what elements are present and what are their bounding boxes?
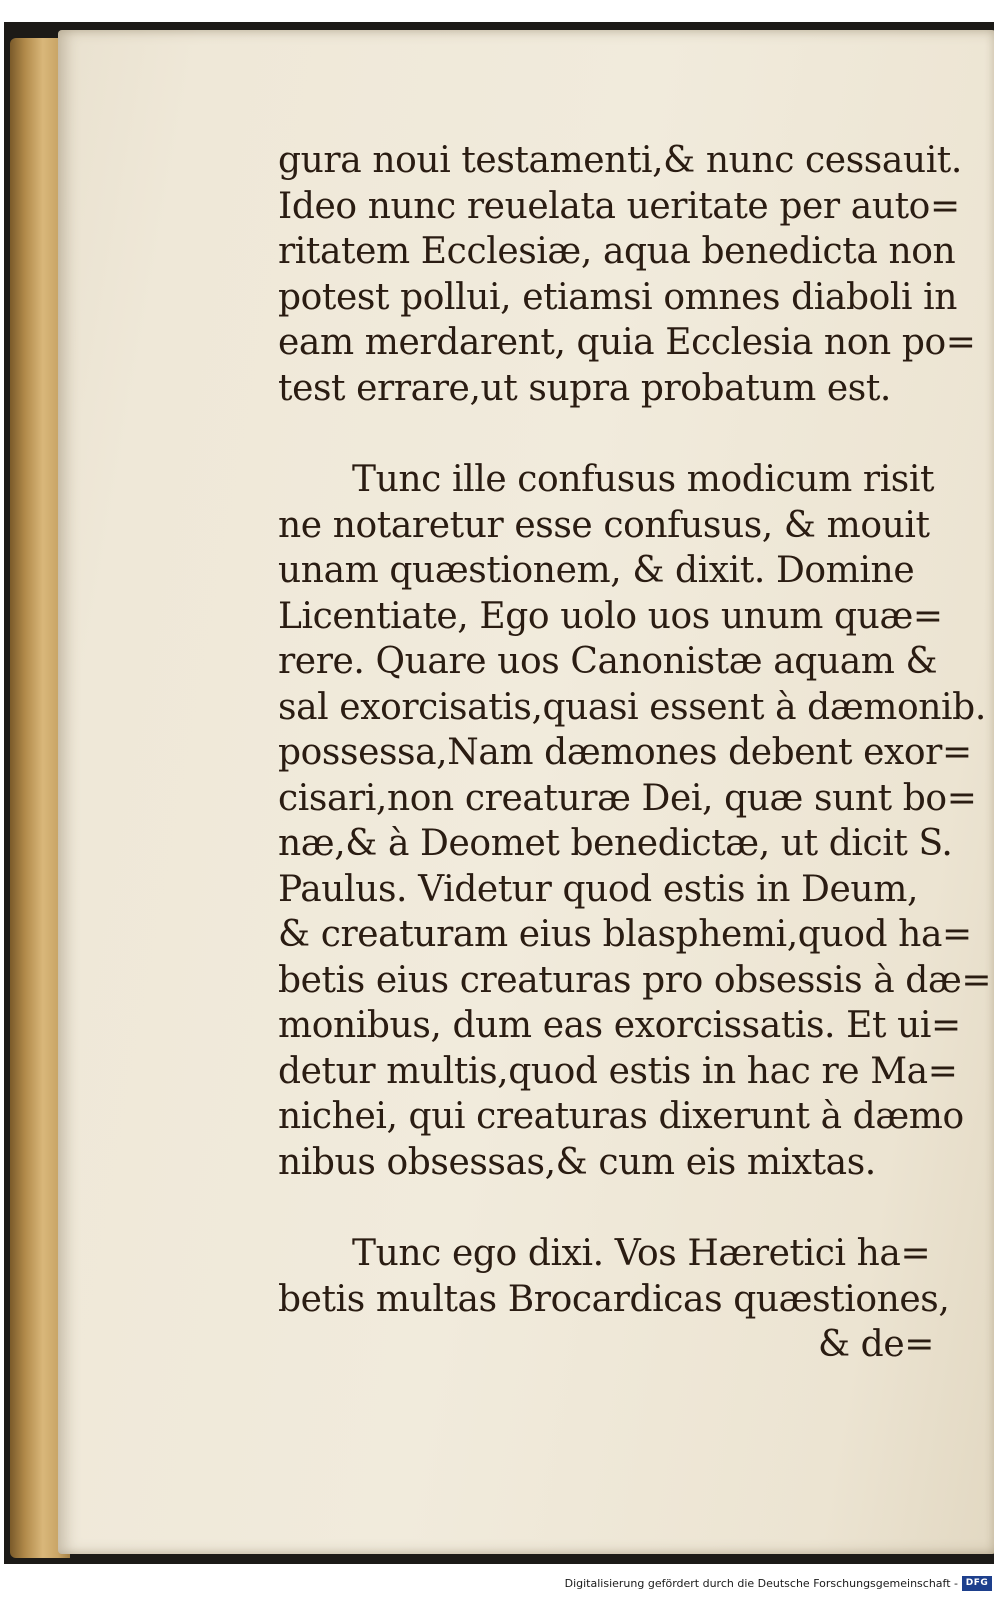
funding-credit: Digitalisierung gefördert durch die Deutsche Forschungsgemeinschaft -: [564, 1577, 958, 1590]
text-line: betis multas Brocardicas quæstiones,: [278, 1278, 950, 1320]
scan-margin: [994, 0, 1000, 1598]
text-line: possessa,Nam dæmones debent exor=: [278, 732, 972, 773]
text-line: Licentiate, Ego uolo uos unum quæ=: [278, 595, 943, 637]
text-line: unam quæstionem, & dixit. Domine: [278, 550, 915, 591]
paragraph-gap: [278, 411, 938, 457]
text-line: potest pollui, etiamsi omnes diaboli in: [278, 276, 958, 318]
text-line: monibus, dum eas exorcissatis. Et ui=: [278, 1005, 961, 1046]
text-line: nichei, qui creaturas dixerunt à dæmo: [278, 1096, 964, 1137]
text-line: eam merdarent, quia Ecclesia non po=: [278, 322, 976, 363]
digitization-footer: [0, 1572, 1000, 1598]
text-line: ne notaretur esse confusus, & mouit: [278, 504, 930, 546]
paragraph-gap: [278, 1185, 938, 1231]
text-line: sal exorcisatis,quasi essent à dæmonib.: [278, 686, 986, 728]
text-line: detur multis,quod estis in hac re Ma=: [278, 1050, 958, 1092]
dfg-logo: DFG: [962, 1576, 992, 1591]
text-line: cisari,non creaturæ Dei, quæ sunt bo=: [278, 777, 977, 819]
text-line: ritatem Ecclesiæ, aqua benedicta non: [278, 231, 956, 272]
text-line: Tunc ille confusus modicum risit: [352, 459, 935, 500]
text-line: test errare,ut supra probatum est.: [278, 367, 891, 409]
text-line: & creaturam eius blasphemi,quod ha=: [278, 914, 972, 955]
text-line: Ideo nunc reuelata ueritate per auto=: [278, 185, 960, 227]
text-line: næ,& à Deomet benedictæ, ut dicit S.: [278, 823, 953, 864]
text-line: nibus obsessas,& cum eis mixtas.: [278, 1141, 876, 1183]
catchword: & de=: [817, 1324, 934, 1365]
text-line: Tunc ego dixi. Vos Hæretici ha=: [352, 1233, 931, 1274]
text-line: gura noui testamenti,& nunc cessauit.: [278, 140, 962, 181]
page-text: [278, 138, 992, 1368]
text-line: betis eius creaturas pro obsessis à dæ=: [278, 959, 992, 1001]
text-line: rere. Quare uos Canonistæ aquam &: [278, 641, 938, 682]
text-line: Paulus. Videtur quod estis in Deum,: [278, 868, 918, 910]
